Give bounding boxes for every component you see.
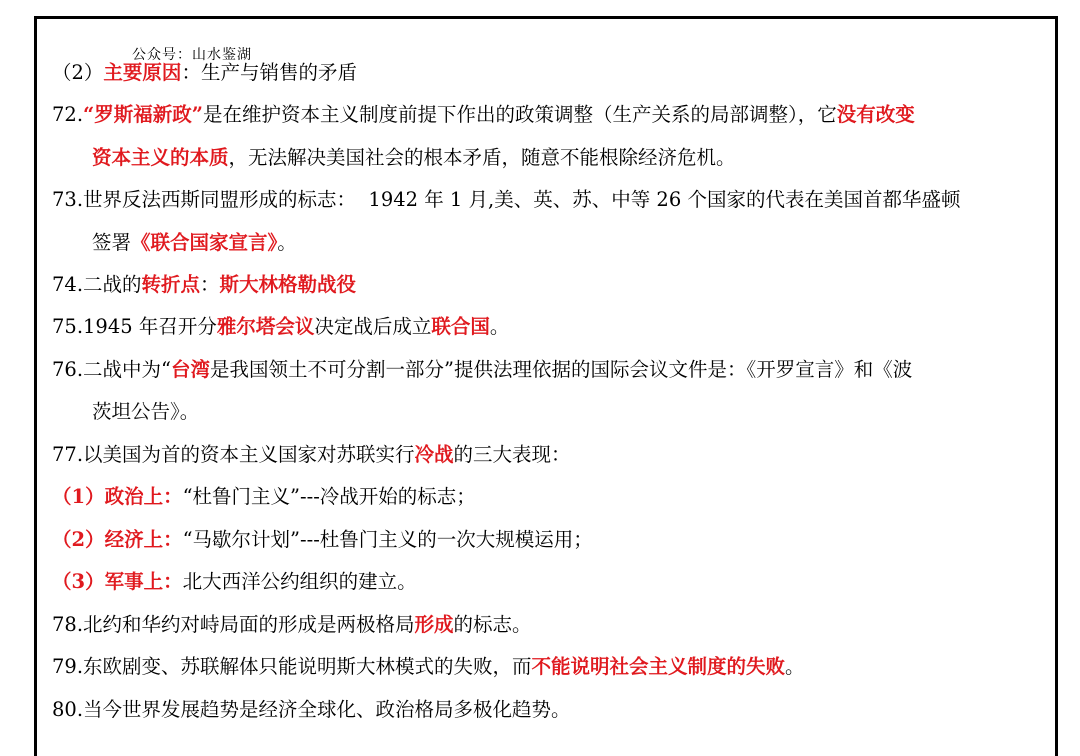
text-run: 76.二战中为“	[52, 358, 171, 381]
text-run: 78.北约和华约对峙局面的形成是两极格局	[52, 613, 415, 636]
text-run: 73.世界反法西斯同盟形成的标志： 1942 年 1 月,美、英、苏、中等 26 个国家的代表在美国首都华盛顿	[52, 188, 961, 211]
highlight-run: 《联合国家宣言》	[131, 231, 278, 254]
text-line	[92, 230, 297, 256]
text-line	[52, 357, 912, 383]
text-run: 北大西洋公约组织的建立。	[182, 570, 417, 593]
highlight-run: 不能说明社会主义制度的失败	[531, 655, 786, 678]
text-run: 是我国领土不可分割一部分”提供法理依据的国际会议文件是：《开罗宣言》和《波	[210, 358, 913, 381]
text-run: 签署	[92, 231, 132, 254]
text-run: ，无法解决美国社会的根本矛盾，随意不能根除经济危机。	[228, 146, 736, 169]
highlight-run: 资本主义的本质	[92, 146, 229, 169]
text-run: 的标志。	[453, 613, 532, 636]
text-line	[92, 399, 199, 425]
text-line	[52, 569, 417, 595]
highlight-run: （2）经济上：	[52, 528, 183, 551]
text-run: 茨坦公告》。	[92, 400, 200, 423]
highlight-run: 雅尔塔会议	[216, 315, 315, 338]
text-run: ：	[200, 273, 220, 296]
highlight-run: “罗斯福新政”	[83, 103, 203, 126]
text-run: 75.1945 年召开分	[52, 315, 217, 338]
text-line	[52, 612, 532, 638]
text-run: 。	[785, 655, 805, 678]
text-run: 74.二战的	[52, 273, 142, 296]
watermark-text: 公众号：山水鉴湖	[132, 47, 252, 63]
text-run: “杜鲁门主义”---冷战开始的标志；	[182, 485, 476, 508]
text-line	[52, 654, 805, 680]
text-run: 是在维护资本主义制度前提下作出的政策调整（生产关系的局部调整），它	[202, 103, 837, 126]
text-run: （2）	[52, 61, 104, 84]
highlight-run: 没有改变	[836, 103, 915, 126]
highlight-run: 冷战	[414, 443, 454, 466]
text-line	[52, 60, 357, 86]
highlight-run: 主要原因	[103, 61, 182, 84]
highlight-run: 形成	[414, 613, 454, 636]
text-run: 的三大表现：	[453, 443, 571, 466]
text-run: 77.以美国为首的资本主义国家对苏联实行	[52, 443, 415, 466]
text-run: 80.当今世界发展趋势是经济全球化、政治格局多极化趋势。	[52, 698, 571, 721]
highlight-run: （1）政治上：	[52, 485, 183, 508]
text-line	[52, 187, 960, 213]
highlight-run: 转折点	[141, 273, 201, 296]
text-run: 。	[277, 231, 297, 254]
text-line	[52, 102, 915, 128]
text-run: 79.东欧剧变、苏联解体只能说明斯大林模式的失败，而	[52, 655, 532, 678]
text-run: 72.	[52, 103, 84, 126]
text-run: 。	[489, 315, 510, 338]
highlight-run: 联合国	[431, 315, 490, 338]
text-line	[52, 697, 571, 723]
text-run: “马歇尔计划”---杜鲁门主义的一次大规模运用；	[182, 528, 593, 551]
text-run: ：生产与销售的矛盾	[181, 61, 357, 84]
text-line	[52, 527, 593, 553]
text-line	[92, 145, 736, 171]
highlight-run: 斯大林格勒战役	[219, 273, 357, 296]
text-line	[52, 314, 509, 340]
text-run: 决定战后成立	[314, 315, 432, 338]
text-line	[52, 442, 571, 468]
highlight-run: （3）军事上：	[52, 570, 183, 593]
highlight-run: 台湾	[170, 358, 210, 381]
text-line	[52, 272, 356, 298]
text-line	[52, 484, 476, 510]
